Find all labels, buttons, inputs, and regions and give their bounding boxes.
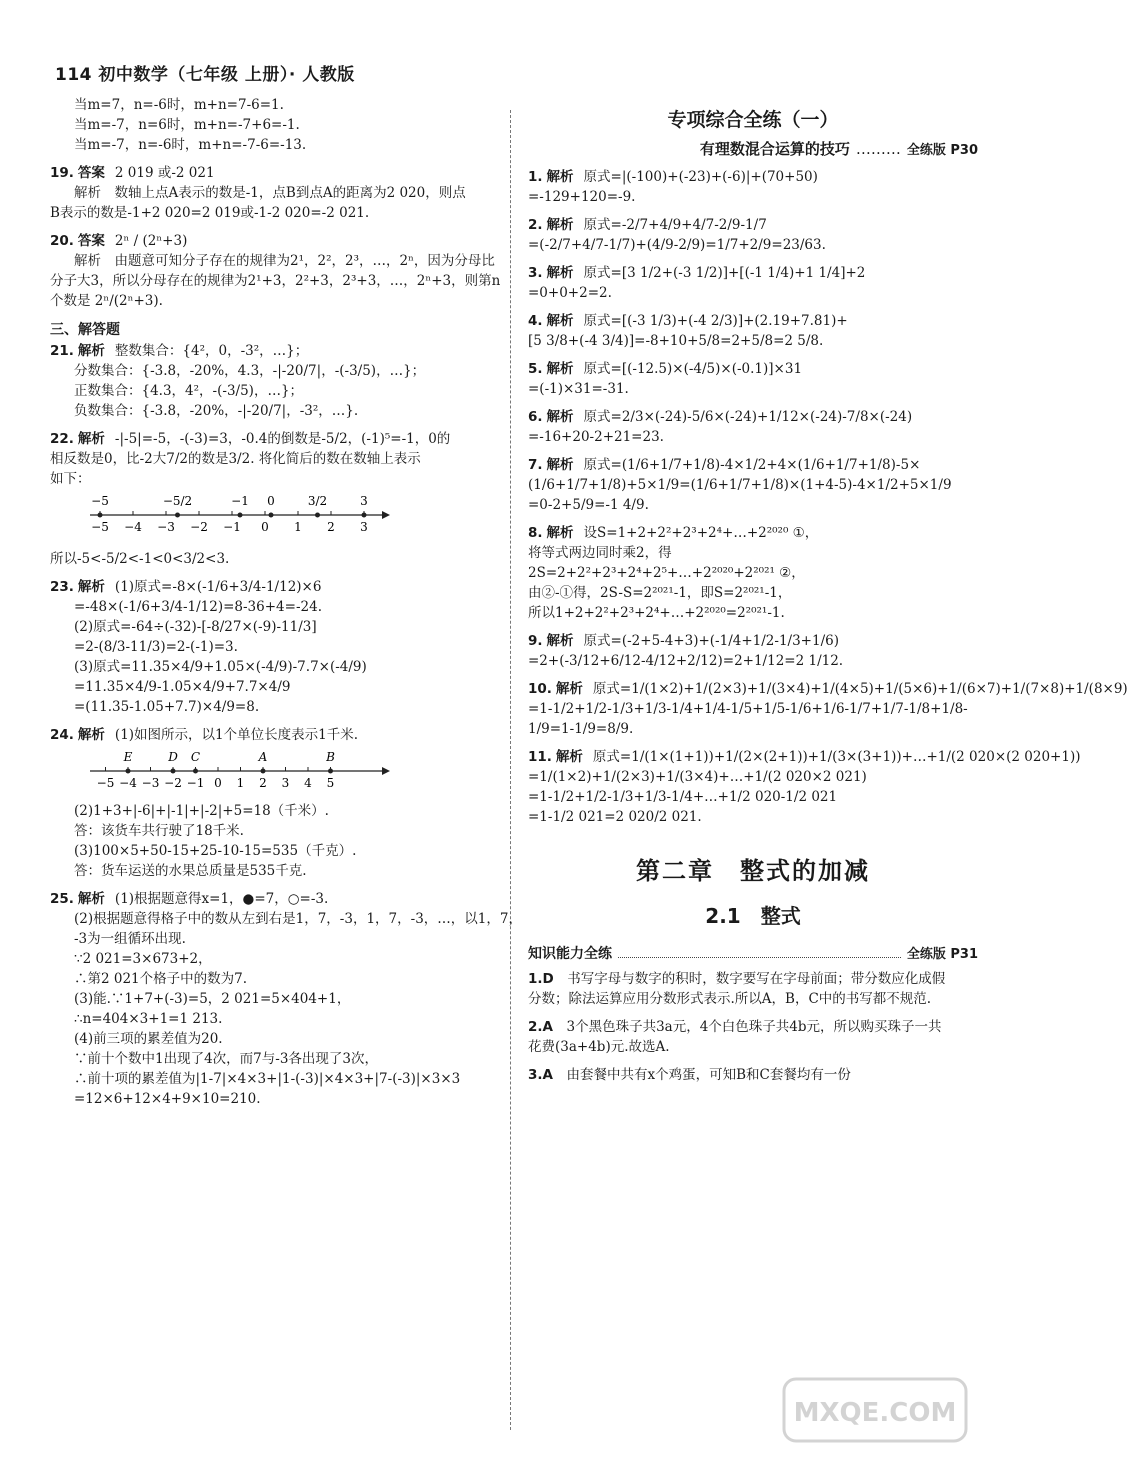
text-line: 个数是 2ⁿ/(2ⁿ+3). [50,293,163,309]
number-line-tick-label: 0 [261,520,269,534]
analysis-label: 解析 [546,313,574,329]
text-line: 分数；除法运算应用分数形式表示.所以A，B，C中的书写都不规范. [528,991,932,1007]
text-line: 原式=2/3×(-24)-5/6×(-24)+1/12×(-24)-7/8×(-24) [583,409,913,425]
solution-list [528,167,1128,827]
number-line-label: A [258,750,268,764]
text-line: 2S=2+2²+2³+2⁴+2⁵+…+2²⁰²⁰+2²⁰²¹ ②， [528,565,805,581]
text-line: 如下： [50,471,91,487]
question-number: 6. [528,409,543,425]
question-19 [50,163,500,223]
number-line-point [175,513,180,518]
watermark-text: MXQE.COM [793,1398,957,1428]
analysis-label: 解析 [77,727,105,743]
text-line: (2)原式=-64÷(-32)-[-8/27×(-9)-11/3] [74,619,317,635]
question-number: 24. [50,727,74,743]
leader-dots [618,945,901,958]
text-line: =(11.35-1.05+7.7)×4/9=8. [74,699,260,715]
solution-item [528,359,978,399]
number-line-label: 0 [267,494,275,508]
text-line: 原式=[(-12.5)×(-4/5)×(-0.1)]×31 [583,361,803,377]
knowledge-row [528,943,978,963]
left-column [50,95,522,1117]
text-line: (2)根据题意得格子中的数从左到右是1，7，-3，1，7，-3，…，以1，7， [74,911,522,927]
number-line-tick-label: 1 [236,776,245,790]
number-line-tick-label: −4 [124,520,142,534]
number-line-tick-label: −1 [223,520,241,534]
answer-number: 1.D [528,971,554,987]
question-number: 9. [528,633,543,649]
solution-item [528,747,1081,827]
text-line: 解析 由题意可知分子存在的规律为2¹，2²，2³，…，2ⁿ，因为分母比 [74,253,495,269]
text-line: ∵2 021=3×673+2， [74,951,212,967]
question-number: 2. [528,217,543,233]
text-line: 原式=[(-3 1/3)+(-4 2/3)]+(2.19+7.81)+ [583,313,848,329]
text-line: 原式=(-2+5-4+3)+(-1/4+1/2-1/3+1/6) [583,633,839,649]
number-line-tick-label: 5 [326,776,335,790]
number-line-point [171,769,176,774]
question-number: 1. [528,169,543,185]
question-number: 11. [528,749,552,765]
analysis-label: 解析 [77,343,105,359]
number-line-tick-label: 4 [304,776,312,790]
question-25 [50,889,522,1109]
analysis-label: 解析 [546,409,574,425]
column-divider [510,110,511,1430]
watermark-logo [780,1375,970,1445]
text-line: -3为一组循环出现. [74,931,186,947]
analysis-label: 解析 [77,431,105,447]
analysis-label: 解析 [546,361,574,377]
text-line: 原式=(1/6+1/7+1/8)-4×1/2+4×(1/6+1/7+1/8)-5× [583,457,921,473]
number-line-point [269,513,274,518]
number-line-point [315,513,320,518]
question-24 [50,725,500,881]
question-number: 20. [50,233,74,249]
solution-item [528,631,978,671]
number-line-point [98,513,103,518]
text-line: 当m=-7，n=6时，m+n=-7+6=-1. [74,117,300,133]
number-line-2 [90,749,390,793]
knowledge-heading: 知识能力全练 [528,946,612,962]
text-line: =1-1/2+1/2-1/3+1/3-1/4+…+1/2 020-1/2 021 [528,789,838,805]
section-subtitle-row [528,138,978,159]
page-reference: 全练版 P31 [906,947,978,962]
text-line: -|-5|=-5，-(-3)=3，-0.4的倒数是-5/2，(-1)⁵=-1，0的 [114,431,451,447]
text-line: 2 019 或-2 021 [114,165,215,181]
text-line: =-48×(-1/6+3/4-1/12)=8-36+4=-24. [74,599,322,615]
analysis-label: 解析 [77,891,105,907]
solution-item [528,167,978,207]
question-number: 22. [50,431,74,447]
question-22 [50,429,500,569]
text-line: =12×6+12×4+9×10=210. [74,1091,261,1107]
number-line-tick-label: 3 [360,520,368,534]
question-number: 5. [528,361,543,377]
number-line-point [328,769,333,774]
text-line: =11.35×4/9-1.05×4/9+7.7×4/9 [74,679,291,695]
text-line: 书写字母与数字的积时，数字要写在字母前面；带分数应化成假 [567,971,946,987]
text-line: 正数集合：{4.3，4²，-(-3/5)，…}； [74,383,304,399]
solution-item [528,455,978,515]
text-line: 由②-①得，2S-S=2²⁰²¹-1，即S=2²⁰²¹-1， [528,585,792,601]
text-line: =0+0+2=2. [528,285,612,301]
number-line-tick-label: 3 [281,776,290,790]
text-line: =(-2/7+4/7-1/7)+(4/9-2/9)=1/7+2/9=23/63. [528,237,826,253]
number-line-point [193,769,198,774]
text-line: 原式=1/(1×2)+1/(2×3)+1/(3×4)+1/(4×5)+1/(5×6)+1/(6×7)+1/(7×8)+1/(8×9) [592,681,1128,697]
number-line-point [238,513,243,518]
text-line: (2)1+3+|-6|+|-1|+|-2|+5=18（千米）. [74,803,329,819]
answer-number: 3.A [528,1067,553,1083]
solution-item [528,263,978,303]
analysis-label: 解析 [546,457,574,473]
text-line: 当m=-7，n=-6时，m+n=-7-6=-13. [74,137,307,153]
analysis-label: 解析 [77,579,105,595]
text-line: 原式=|(-100)+(-23)+(-6)|+(70+50) [583,169,818,185]
text-line: 设S=1+2+2²+2³+2⁴+…+2²⁰²⁰ ①， [583,525,819,541]
solution-item [528,679,1128,739]
text-line: =0-2+5/9=-1 4/9. [528,497,649,513]
text-line: 当m=7，n=-6时，m+n=7-6=1. [74,97,284,113]
number-line-tick-label: −5 [96,776,115,790]
number-line-tick-label: −5 [91,520,109,534]
text-line: ∴n=404×3+1=1 213. [74,1011,223,1027]
text-line: 答：货车运送的水果总质量是535千克. [74,863,307,879]
answer-label: 答案 [77,233,105,249]
question-number: 10. [528,681,552,697]
solution-item [528,215,978,255]
text-line: 分子大3，所以分母存在的规律为2¹+3，2²+3，2³+3，…，2ⁿ+3，则第n [50,273,501,289]
text-line: 负数集合：{-3.8，-20%，-|-20/7|，-3²，…}. [74,403,359,419]
text-line: [5 3/8+(-4 3/4)]=-8+10+5/8=2+5/8=2 5/8. [528,333,824,349]
section-title: 专项综合全练（一） [667,109,839,131]
question-20 [50,231,500,311]
number-line-tick-label: −1 [186,776,205,790]
text-line: ∴第2 021个格子中的数为7. [74,971,248,987]
text-line: B表示的数是-1+2 020=2 019或-1-2 020=-2 021. [50,205,370,221]
text-line: =1-1/2+1/2-1/3+1/3-1/4+1/4-1/5+1/5-1/6+1/6-1/7+1/7-1/8+1/8- [528,701,968,717]
text-line: (4)前三项的累差值为20. [74,1031,223,1047]
chapter-title: 第二章 整式的加减 [636,857,870,885]
text-line: =1-1/2 021=2 020/2 021. [528,809,702,825]
analysis-label: 解析 [546,633,574,649]
text-line: =2+(-3/12+6/12-4/12+2/12)=2+1/12=2 1/12. [528,653,844,669]
number-line-label: E [123,750,133,764]
number-line-tick-label: 0 [214,776,222,790]
number-line-tick-label: 2 [327,520,335,534]
analysis-label: 解析 [546,525,574,541]
section-subtitle: 有理数混合运算的技巧 [699,140,850,158]
question-number: 8. [528,525,543,541]
number-line-label: D [168,750,178,764]
number-line-point [362,513,367,518]
question-number: 19. [50,165,74,181]
analysis-label: 解析 [546,217,574,233]
number-line-label: C [190,750,201,764]
number-line-tick-label: 1 [294,520,302,534]
answer-label: 答案 [77,165,105,181]
text-line: (3)100×5+50-15+25-10-15=535（千克）. [74,843,357,859]
number-line-tick-label: −4 [119,776,137,790]
number-line-tick-label: −2 [190,520,208,534]
text-line: 原式=1/(1×(1+1))+1/(2×(2+1))+1/(3×(3+1))+…+1/(2 020×(2 020+1)) [592,749,1081,765]
text-line: (1/6+1/7+1/8)+5×1/9=(1/6+1/7+1/8)×(1+4-5)-4×1/2+5×1/9 [528,477,952,493]
text-line: ∵前十个数中1出现了4次，而7与-3各出现了3次， [74,1051,379,1067]
text-line: 整数集合：{4²，0，-3²，…}； [114,343,309,359]
text-line: 相反数是0，比-2大7/2的数是3/2. 将化简后的数在数轴上表示 [50,451,421,467]
text-line: (1)根据题意得x=1，●=7，○=-3. [114,891,329,907]
number-line-tick-label: 2 [259,776,267,790]
number-line-label: −5/2 [162,494,193,508]
answer-number: 2.A [528,1019,553,1035]
question-number: 25. [50,891,74,907]
text-line: 由套餐中共有x个鸡蛋，可知B和C套餐均有一份 [566,1067,851,1083]
text-line: =1/(1×2)+1/(2×3)+1/(3×4)+…+1/(2 020×2 021) [528,769,867,785]
number-line-label: −1 [231,494,249,508]
text-line: =2-(8/3-11/3)=2-(-1)=3. [74,639,238,655]
solution-item [528,523,978,623]
question-number: 21. [50,343,74,359]
text-line: 原式=-2/7+4/9+4/7-2/9-1/7 [583,217,767,233]
text-line: =(-1)×31=-31. [528,381,629,397]
question-number: 23. [50,579,74,595]
analysis-label: 解析 [555,681,583,697]
analysis-label: 解析 [555,749,583,765]
pre-lines [50,95,500,155]
page-header: 114 初中数学（七年级 上册）· 人教版 [55,65,355,85]
text-line: (1)如图所示，以1个单位长度表示1千米. [114,727,359,743]
number-line-label: B [326,750,335,764]
number-line-tick-label: −2 [164,776,182,790]
subsection-title: 2.1 整式 [705,904,801,928]
answer-1 [528,969,978,1009]
text-line: 分数集合：{-3.8，-20%，4.3，-|-20/7|，-(-3/5)，…}； [74,363,426,379]
number-line-point [126,769,131,774]
answer-3 [528,1065,978,1085]
text-line: 答：该货车共行驶了18千米. [74,823,244,839]
number-line-point [261,769,266,774]
section-heading: 三、解答题 [50,322,120,338]
question-number: 3. [528,265,543,281]
text-line: =-16+20-2+21=23. [528,429,664,445]
text-line: 解析 数轴上点A表示的数是-1，点B到点A的距离为2 020，则点 [74,185,466,201]
question-21 [50,341,500,421]
text-line: 所以-5<-5/2<-1<0<3/2<3. [50,551,230,567]
answer-2 [528,1017,978,1057]
text-line: =-129+120=-9. [528,189,636,205]
number-line-1 [90,493,390,541]
text-line: 花费(3a+4b)元.故选A. [528,1039,670,1055]
number-line-tick-label: −3 [141,776,160,790]
question-number: 7. [528,457,543,473]
analysis-label: 解析 [546,169,574,185]
number-line-tick-label: −3 [157,520,175,534]
text-line: ∴前十项的累差值为|1-7|×4×3+|1-(-3)|×4×3+|7-(-3)|×3×3 [74,1071,461,1087]
text-line: 将等式两边同时乘2，得 [528,545,672,561]
leader-dots: ……… [855,140,901,158]
text-line: 所以1+2+2²+2³+2⁴+…+2²⁰²⁰=2²⁰²¹-1. [528,605,785,621]
question-23 [50,577,500,717]
number-line-label: 3/2 [307,494,328,508]
text-line: (1)原式=-8×(-1/6+3/4-1/12)×6 [114,579,322,595]
text-line: 原式=[3 1/2+(-3 1/2)]+[(-1 1/4)+1 1/4]+2 [583,265,866,281]
page-reference: 全练版 P30 [906,143,978,158]
text-line: (3)能.∵1+7+(-3)=5，2 021=5×404+1， [74,991,351,1007]
right-column [528,105,1128,1093]
number-line-label: −5 [91,494,109,508]
text-line: 3个黑色珠子共3a元，4个白色珠子共4b元，所以购买珠子一共 [566,1019,942,1035]
text-line: 1/9=1-1/9=8/9. [528,721,634,737]
solution-item [528,311,978,351]
number-line-label: 3 [360,494,368,508]
text-line: 2ⁿ / (2ⁿ+3) [114,233,188,249]
analysis-label: 解析 [546,265,574,281]
solution-item [528,407,978,447]
text-line: (3)原式=11.35×4/9+1.05×(-4/9)-7.7×(-4/9) [74,659,367,675]
question-number: 4. [528,313,543,329]
